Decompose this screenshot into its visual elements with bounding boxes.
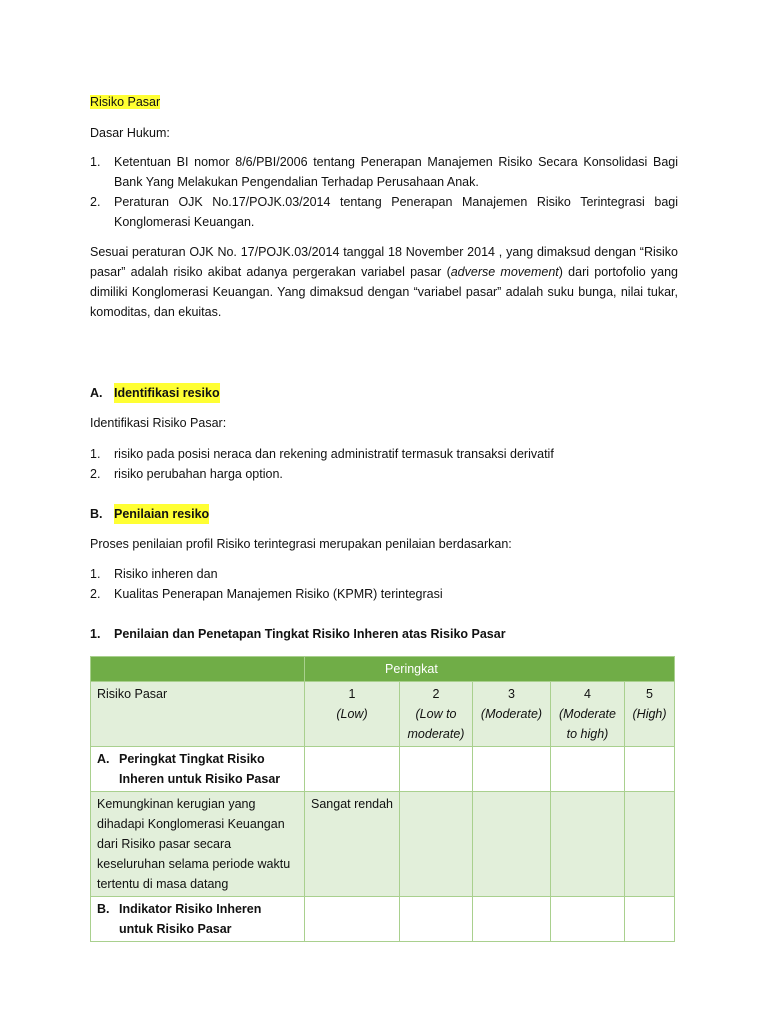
table-row bbox=[91, 747, 675, 792]
section-b-heading: B. Penilaian resiko bbox=[90, 504, 209, 524]
subsection-heading: 1. Penilaian dan Penetapan Tingkat Risiko Inheren atas Risiko Pasar bbox=[90, 627, 506, 641]
list-item: 2. Peraturan OJK No.17/POJK.03/2014 tentang Penerapan Manajemen Risiko Terintegrasi bagi Konglomerasi Keuangan. bbox=[90, 195, 678, 229]
table-row bbox=[91, 897, 675, 942]
section-b-list bbox=[90, 564, 678, 604]
title-highlight: Risiko Pasar bbox=[90, 95, 161, 109]
section-a-title: Identifikasi resiko bbox=[114, 383, 220, 403]
list-item: 2. Kualitas Penerapan Manajemen Risiko (KPMR) terintegrasi bbox=[90, 587, 443, 601]
row-b-heading: B. Indikator Risiko Inheren untuk Risiko Pasar bbox=[97, 902, 262, 936]
list-item: 1. Risiko inheren dan bbox=[90, 567, 218, 581]
section-a-subtitle: Identifikasi Risiko Pasar: bbox=[90, 416, 227, 430]
definition-paragraph: Sesuai peraturan OJK No. 17/POJK.03/2014 tanggal 18 November 2014 , yang dimaksud dengan “Risiko pasar” adalah risiko akibat adanya pergerakan variabel pasar (adverse movement) dari portofolio yang dimiliki Konglomerasi Keuangan. Yang dimaksud dengan “variabel pasar” adalah suku bunga, nilai tukar, komoditas, dan ekuitas. bbox=[90, 245, 678, 319]
dasar-hukum-list bbox=[90, 152, 678, 232]
section-b-subtitle: Proses penilaian profil Risiko terintegrasi merupakan penilaian berdasarkan: bbox=[90, 537, 512, 551]
rating-3-cell: 3 (Moderate) bbox=[473, 682, 551, 747]
rating-2-cell: 2 (Low to moderate) bbox=[400, 682, 473, 747]
peringkat-header: Peringkat bbox=[305, 657, 675, 682]
rating-4-cell: 4 (Moderate to high) bbox=[551, 682, 625, 747]
table-row bbox=[91, 792, 675, 897]
sangat-rendah-cell: Sangat rendah bbox=[305, 792, 400, 897]
description-cell: Kemungkinan kerugian yang dihadapi Konglomerasi Keuangan dari Risiko pasar secara keseluruhan selama periode waktu tertentu di masa datang bbox=[91, 792, 305, 897]
section-b-title: Penilaian resiko bbox=[114, 504, 209, 524]
list-item: 1. Ketentuan BI nomor 8/6/PBI/2006 tentang Penerapan Manajemen Risiko Secara Konsolidasi Bagi Bank Yang Melakukan Pengendalian Terhadap Perusahaan Anak. bbox=[90, 155, 678, 189]
row-a-heading: A. Peringkat Tingkat Risiko Inheren untuk Risiko Pasar bbox=[97, 752, 281, 786]
section-a-list bbox=[90, 444, 678, 484]
risk-rating-table bbox=[90, 656, 675, 942]
risiko-pasar-header: Risiko Pasar bbox=[91, 682, 305, 747]
section-a-heading: A. Identifikasi resiko bbox=[90, 383, 220, 403]
table-header-row bbox=[91, 657, 675, 682]
dasar-hukum-label: Dasar Hukum: bbox=[90, 126, 170, 140]
list-item: 2. risiko perubahan harga option. bbox=[90, 467, 283, 481]
rating-5-cell: 5 (High) bbox=[625, 682, 675, 747]
italic-term: adverse movement bbox=[450, 265, 559, 279]
rating-1-cell: 1 (Low) bbox=[305, 682, 400, 747]
list-item: 1. risiko pada posisi neraca dan rekening administratif termasuk transaksi derivatif bbox=[90, 447, 554, 461]
table-rating-row bbox=[91, 682, 675, 747]
document-title bbox=[90, 92, 678, 112]
